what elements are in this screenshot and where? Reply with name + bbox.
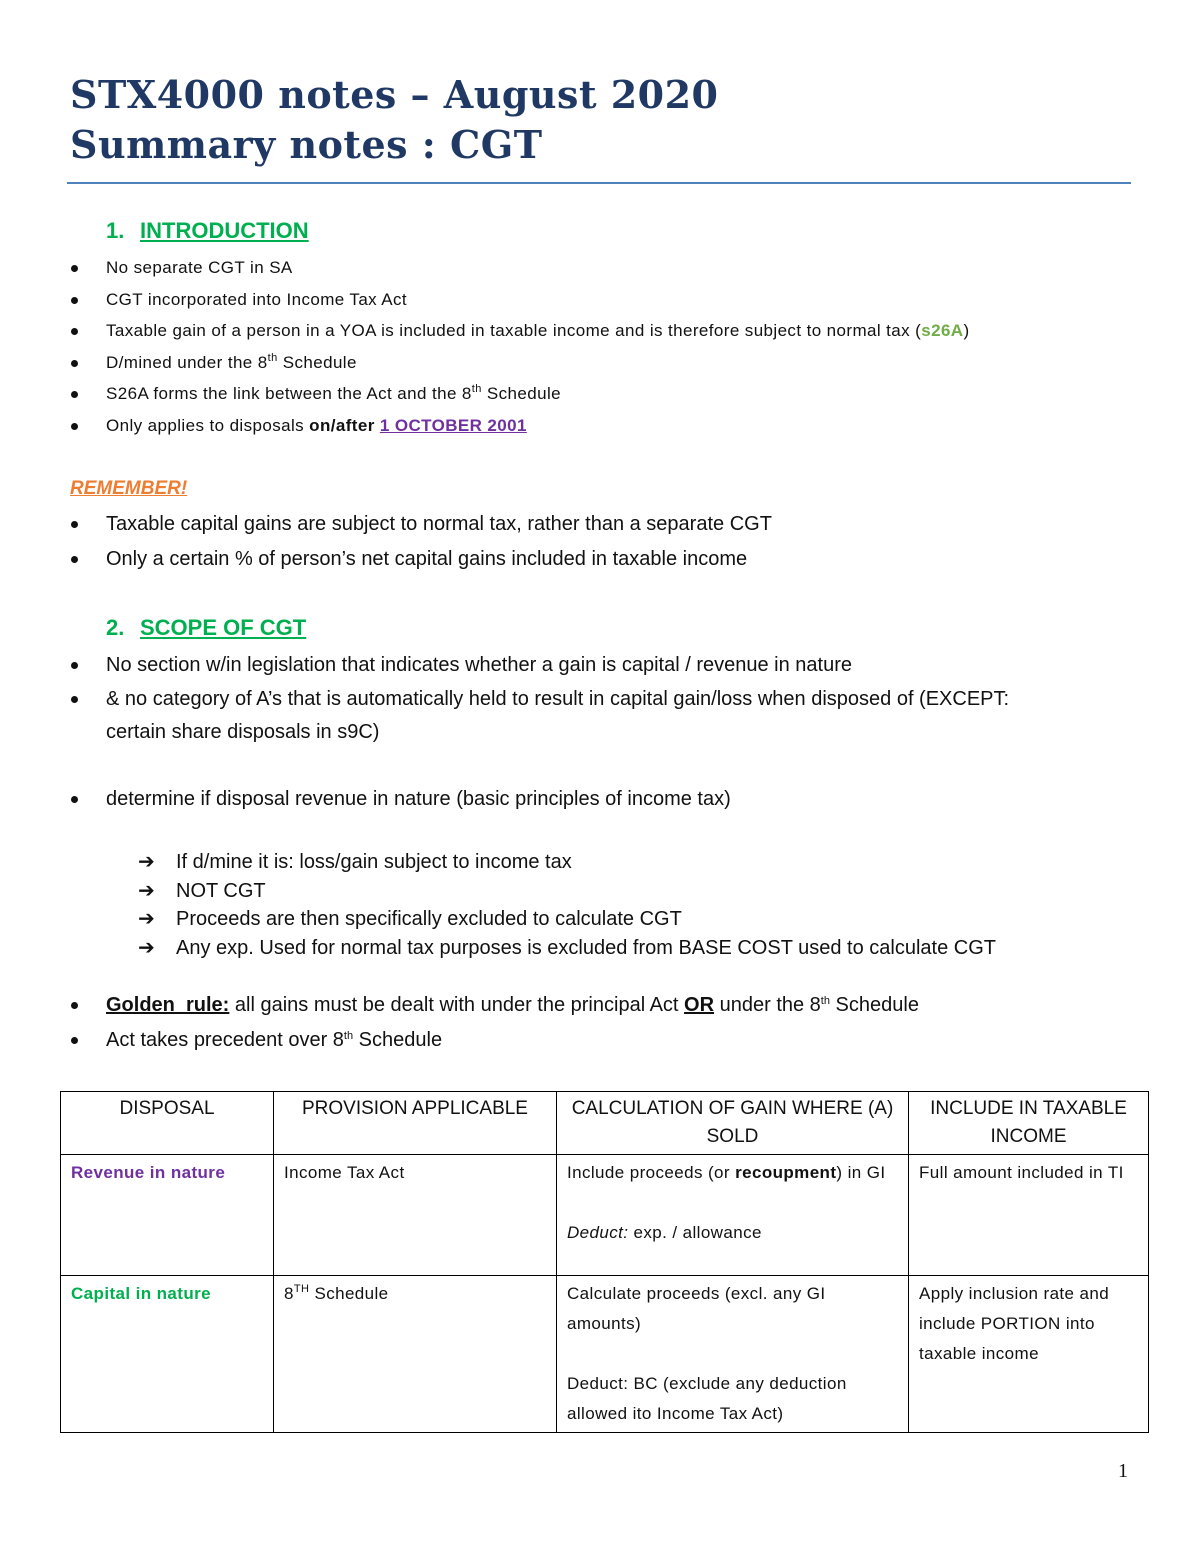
list-item-text: Schedule: [829, 994, 919, 1016]
table-cell: Apply inclusion rate and include PORTION into taxable income: [909, 1276, 1149, 1433]
list-item: [66, 1024, 919, 1057]
list-item: [66, 256, 970, 288]
bullet-dot-icon: [71, 391, 78, 398]
section-number: 1.: [106, 218, 125, 243]
right-arrow-icon: ➔: [138, 879, 155, 902]
list-item-text: D/mined under the 8: [106, 352, 268, 372]
scope-list: [66, 649, 1009, 749]
rules-list: [66, 989, 919, 1057]
list-item: [66, 649, 1009, 682]
table-row: [61, 1155, 1149, 1276]
list-item: [66, 989, 919, 1022]
cell-text: Deduct: BC (exclude any deduction allowed ito Income Tax Act): [567, 1374, 847, 1423]
list-item: [66, 543, 772, 576]
table-row: [61, 1276, 1149, 1433]
arrow-item-text: If d/mine it is: loss/gain subject to income tax: [176, 851, 572, 873]
list-item: [66, 683, 1009, 749]
table-cell: [61, 1276, 274, 1433]
cell-text: Include proceeds (or: [567, 1163, 736, 1182]
list-item-text: & no category of A’s that is automatically held to result in capital gain/loss when disposed of (EXCEPT:: [106, 688, 1010, 710]
cell-text: exp. / allowance: [628, 1223, 762, 1242]
section-heading-introduction: [106, 218, 309, 244]
golden-rule-label: Golden rule:: [106, 994, 230, 1016]
table-cell: [61, 1155, 274, 1276]
bullet-dot-icon: [71, 1037, 78, 1044]
list-item: [66, 783, 731, 816]
list-item-text: Taxable gain of a person in a YOA is included in taxable income and is therefore subject to normal tax (: [106, 321, 922, 340]
right-arrow-icon: ➔: [138, 936, 155, 959]
section-title: INTRODUCTION: [140, 218, 309, 243]
column-header: CALCULATION OF GAIN WHERE (A) SOLD: [557, 1092, 909, 1155]
superscript: TH: [293, 1283, 310, 1295]
arrow-item: [138, 848, 996, 877]
list-item: [66, 382, 970, 414]
disposal-table: [60, 1091, 1149, 1433]
section-number: 2.: [106, 615, 125, 640]
list-item-text: Act takes precedent over 8: [106, 1029, 344, 1051]
list-item-text: all gains must be dealt with under the principal Act: [229, 994, 685, 1016]
emphasis-text: recoupment: [735, 1163, 837, 1182]
page-number: 1: [1118, 1460, 1128, 1482]
document-subtitle: Summary notes : CGT: [70, 122, 543, 167]
arrow-item-text: Proceeds are then specifically excluded to calculate CGT: [176, 908, 682, 931]
section-title: SCOPE OF CGT: [140, 615, 307, 640]
right-arrow-icon: ➔: [138, 908, 155, 931]
list-item: [66, 319, 970, 351]
emphasis-text: on/after: [309, 415, 375, 435]
column-header: DISPOSAL: [61, 1092, 274, 1155]
disposal-type-capital: Capital in nature: [71, 1284, 211, 1303]
cell-text: Schedule: [309, 1284, 389, 1303]
remember-label: REMEMBER!: [70, 478, 188, 499]
list-item-text: determine if disposal revenue in nature (basic principles of income tax): [106, 788, 731, 810]
table-cell: [557, 1155, 909, 1276]
arrow-item-text: NOT CGT: [176, 879, 266, 902]
date-highlight: 1 OCTOBER 2001: [379, 415, 527, 435]
remember-list: [66, 508, 772, 576]
document-title: STX4000 notes – August 2020: [70, 72, 719, 117]
superscript: th: [471, 383, 482, 395]
scope-list-continued: [66, 783, 731, 816]
list-item-text: certain share disposals in s9C): [106, 721, 380, 743]
list-item-text: No separate CGT in SA: [106, 258, 293, 277]
cell-text: ) in GI: [836, 1163, 886, 1182]
introduction-list: [66, 256, 970, 445]
arrow-item: [138, 934, 996, 963]
column-header: PROVISION APPLICABLE: [274, 1092, 557, 1155]
bullet-dot-icon: [71, 556, 78, 563]
list-item-text: Schedule: [277, 352, 357, 372]
cell-text: 8: [284, 1284, 294, 1303]
emphasis-text: OR: [684, 994, 715, 1016]
disposal-type-revenue: Revenue in nature: [71, 1163, 226, 1182]
list-item-text: S26A forms the link between the Act and the 8: [106, 384, 472, 403]
table-header-row: [61, 1092, 1149, 1155]
column-header: INCLUDE IN TAXABLE INCOME: [909, 1092, 1149, 1155]
list-item: [66, 351, 970, 383]
arrow-list: [138, 848, 996, 962]
list-item-text: CGT incorporated into Income Tax Act: [106, 289, 408, 309]
bullet-dot-icon: [71, 297, 78, 304]
right-arrow-icon: ➔: [138, 851, 155, 873]
bullet-dot-icon: [71, 265, 78, 272]
list-item-text: Schedule: [353, 1029, 443, 1051]
arrow-item: [138, 877, 996, 906]
list-item-text: Only applies to disposals: [106, 415, 310, 435]
table-cell: Income Tax Act: [274, 1155, 557, 1276]
list-item: [66, 414, 970, 446]
list-item-text: Schedule: [481, 384, 561, 403]
deduct-label: Deduct:: [567, 1223, 629, 1242]
list-item-text: under the 8: [714, 994, 821, 1016]
bullet-dot-icon: [71, 662, 78, 669]
section-heading-scope: [106, 615, 306, 641]
bullet-dot-icon: [71, 521, 78, 528]
list-item-text: ): [963, 321, 970, 340]
list-item-text: Only a certain % of person’s net capital gains included in taxable income: [106, 548, 748, 570]
table-cell: [274, 1276, 557, 1433]
bullet-dot-icon: [71, 796, 78, 803]
cell-text: Calculate proceeds (excl. any GI amounts): [567, 1284, 826, 1333]
superscript: th: [267, 351, 278, 364]
bullet-dot-icon: [71, 360, 78, 367]
list-item: [66, 508, 772, 541]
arrow-item: [138, 905, 996, 934]
bullet-dot-icon: [71, 423, 78, 430]
bullet-dot-icon: [71, 328, 78, 335]
list-item-text: Taxable capital gains are subject to normal tax, rather than a separate CGT: [106, 513, 772, 535]
title-divider: [67, 182, 1131, 184]
arrow-item-text: Any exp. Used for normal tax purposes is excluded from BASE COST used to calculate CGT: [176, 936, 996, 959]
list-item-text: No section w/in legislation that indicates whether a gain is capital / revenue in nature: [106, 654, 852, 676]
list-item: [66, 288, 970, 320]
bullet-dot-icon: [71, 696, 78, 703]
table-cell: [557, 1276, 909, 1433]
section-reference: s26A: [921, 321, 964, 340]
bullet-dot-icon: [71, 1002, 78, 1009]
superscript: th: [820, 995, 830, 1007]
superscript: th: [343, 1030, 354, 1042]
table-cell: Full amount included in TI: [909, 1155, 1149, 1276]
